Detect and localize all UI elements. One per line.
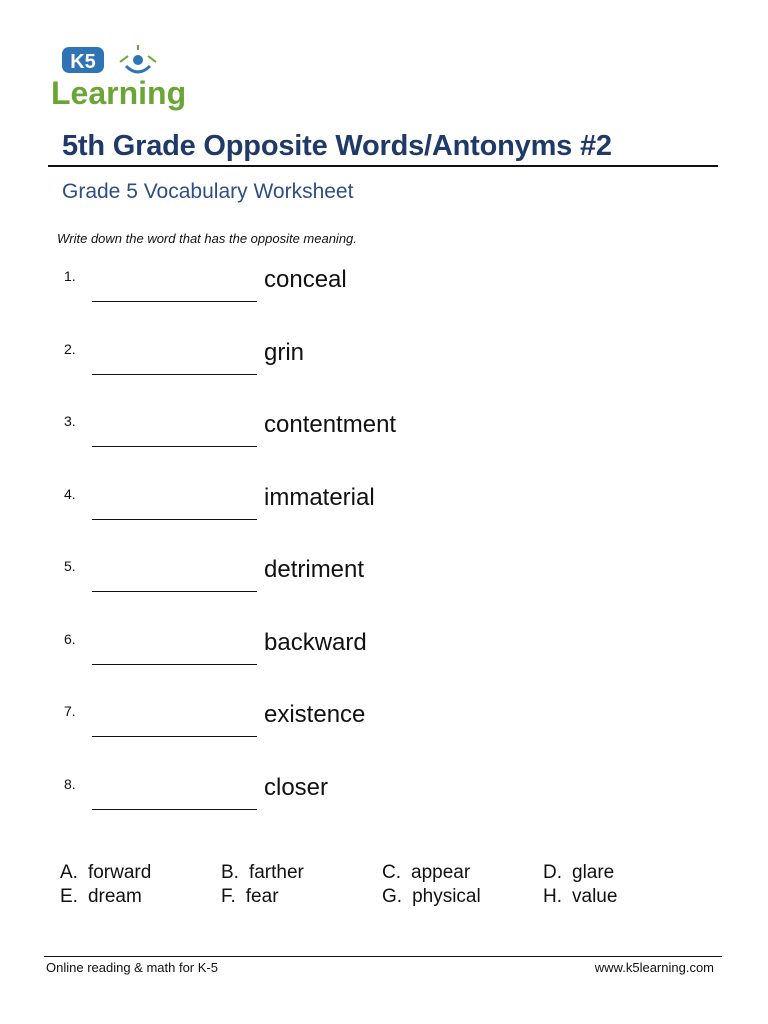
question-word: backward <box>264 628 367 656</box>
option-word: glare <box>572 862 615 883</box>
question-item <box>0 480 768 553</box>
question-number: 4. <box>64 485 76 502</box>
option-letter: F. <box>221 886 236 907</box>
question-number: 6. <box>64 630 76 647</box>
word-bank-option <box>221 862 304 884</box>
option-word: appear <box>411 862 471 883</box>
question-word: grin <box>264 338 305 366</box>
option-letter: B. <box>221 862 239 883</box>
answer-blank[interactable] <box>92 591 257 592</box>
option-word: fear <box>245 886 279 907</box>
answer-blank[interactable] <box>92 809 257 810</box>
option-word: farther <box>248 862 304 883</box>
question-number: 3. <box>64 413 76 429</box>
question-number: 5. <box>64 558 76 574</box>
footer-tagline: Online reading & math for K-5 <box>46 960 218 975</box>
question-number: 2. <box>64 340 76 357</box>
option-word: value <box>572 886 618 907</box>
option-word: physical <box>412 886 481 907</box>
question-item <box>0 770 768 843</box>
worksheet-subtitle: Grade 5 Vocabulary Worksheet <box>62 180 354 203</box>
footer-website-link[interactable]: www.k5learning.com <box>594 960 714 975</box>
question-number: 8. <box>64 775 76 792</box>
k5-learning-logo <box>48 44 193 112</box>
question-word: closer <box>264 773 329 801</box>
question-word: immaterial <box>264 483 375 511</box>
word-bank-row <box>60 862 740 886</box>
answer-blank[interactable] <box>92 301 257 302</box>
word-bank-option <box>543 862 614 884</box>
answer-blank[interactable] <box>92 374 257 375</box>
logo-badge-text: K5 <box>70 51 96 73</box>
question-item <box>0 625 768 698</box>
option-letter: A. <box>60 862 78 883</box>
worksheet-title: 5th Grade Opposite Words/Antonyms #2 <box>62 130 612 162</box>
footer-divider <box>44 956 722 957</box>
question-word: contentment <box>264 411 397 438</box>
logo-wordmark: Learning <box>51 75 187 111</box>
instructions: Write down the word that has the opposite meaning. <box>57 231 357 246</box>
option-letter: D. <box>543 862 562 883</box>
answer-blank[interactable] <box>92 519 257 520</box>
word-bank-row <box>60 886 740 910</box>
answer-blank[interactable] <box>92 664 257 665</box>
question-word: existence <box>264 701 366 728</box>
word-bank <box>60 862 740 910</box>
question-word: detriment <box>264 556 365 583</box>
word-bank-option <box>543 886 617 908</box>
question-number: 1. <box>64 268 76 284</box>
option-letter: G. <box>382 886 403 907</box>
option-word: forward <box>87 862 152 883</box>
word-bank-option <box>60 862 151 884</box>
question-item <box>0 697 768 770</box>
answer-blank[interactable] <box>92 736 257 737</box>
option-letter: H. <box>543 886 562 907</box>
word-bank-option <box>60 886 142 908</box>
question-item <box>0 335 768 408</box>
word-bank-option <box>382 862 470 884</box>
logo-figure-icon <box>120 45 156 72</box>
question-number: 7. <box>64 703 76 719</box>
word-bank-option <box>221 886 279 908</box>
title-divider <box>48 165 718 167</box>
option-word: dream <box>87 886 142 907</box>
option-letter: E. <box>60 886 78 907</box>
option-letter: C. <box>382 862 401 883</box>
word-bank-option <box>382 886 481 908</box>
question-item <box>0 407 768 480</box>
question-item <box>0 552 768 625</box>
answer-blank[interactable] <box>92 446 257 447</box>
question-word: conceal <box>264 266 347 293</box>
question-list <box>0 262 768 842</box>
question-item <box>0 262 768 335</box>
